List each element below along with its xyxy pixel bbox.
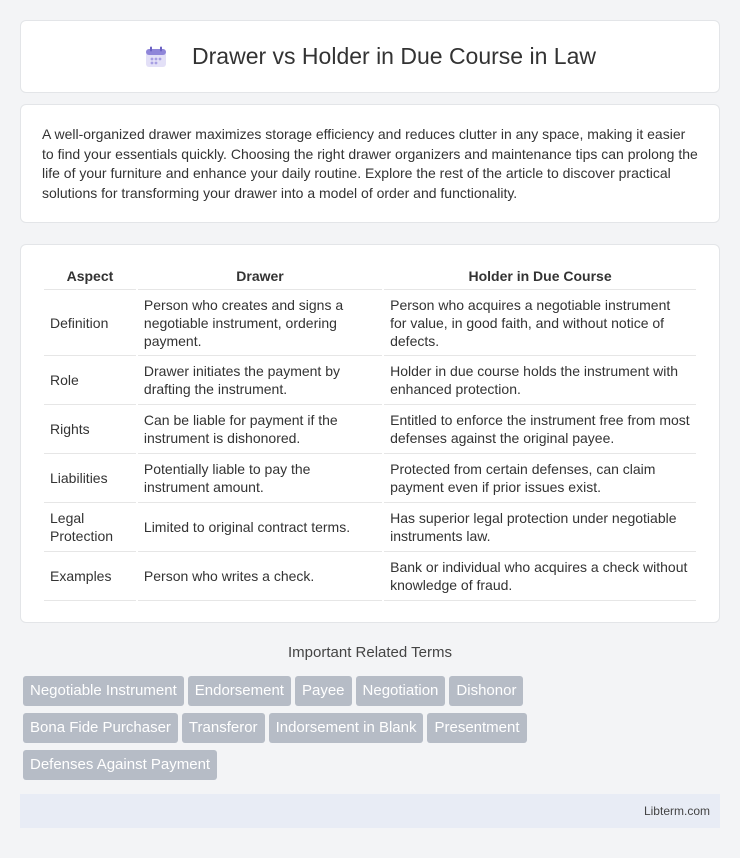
row-aspect: Rights xyxy=(44,405,136,454)
row-aspect: Role xyxy=(44,356,136,405)
tag-bona-fide-purchaser[interactable]: Bona Fide Purchaser xyxy=(23,713,178,743)
tag-payee[interactable]: Payee xyxy=(295,676,352,706)
tag-dishonor[interactable]: Dishonor xyxy=(449,676,523,706)
row-holder: Entitled to enforce the instrument free from most defenses against the original payee. xyxy=(384,405,696,454)
title-card xyxy=(20,20,720,93)
table-row xyxy=(44,405,696,454)
table-header-row xyxy=(44,265,696,290)
row-drawer: Person who creates and signs a negotiable instrument, ordering payment. xyxy=(138,290,382,356)
row-drawer: Potentially liable to pay the instrument amount. xyxy=(138,454,382,503)
row-aspect: Definition xyxy=(44,290,136,356)
row-holder: Person who acquires a negotiable instrument for value, in good faith, and without notice of defects. xyxy=(384,290,696,356)
header-holder: Holder in Due Course xyxy=(384,265,696,290)
tag-negotiation[interactable]: Negotiation xyxy=(356,676,446,706)
comparison-table xyxy=(42,265,698,601)
tag-defenses-against-payment[interactable]: Defenses Against Payment xyxy=(23,750,217,780)
row-drawer: Drawer initiates the payment by drafting the instrument. xyxy=(138,356,382,405)
header-drawer: Drawer xyxy=(138,265,382,290)
table-row xyxy=(44,356,696,405)
tag-indorsement-in-blank[interactable]: Indorsement in Blank xyxy=(269,713,424,743)
tag-transferor[interactable]: Transferor xyxy=(182,713,265,743)
related-terms-title: Important Related Terms xyxy=(288,644,452,661)
related-terms-list xyxy=(23,676,723,787)
table-row xyxy=(44,503,696,552)
row-drawer: Person who writes a check. xyxy=(138,552,382,601)
page-title: Drawer vs Holder in Due Course in Law xyxy=(192,43,596,69)
header-aspect: Aspect xyxy=(44,265,136,290)
footer-brand-link[interactable]: Libterm.com xyxy=(643,804,710,818)
row-aspect: Examples xyxy=(44,552,136,601)
row-holder: Holder in due course holds the instrument with enhanced protection. xyxy=(384,356,696,405)
row-holder: Has superior legal protection under negotiable instruments law. xyxy=(384,503,696,552)
calendar-icon xyxy=(144,45,168,69)
tag-endorsement[interactable]: Endorsement xyxy=(188,676,291,706)
row-holder: Bank or individual who acquires a check without knowledge of fraud. xyxy=(384,552,696,601)
row-drawer: Limited to original contract terms. xyxy=(138,503,382,552)
tag-presentment[interactable]: Presentment xyxy=(427,713,526,743)
intro-card xyxy=(20,104,720,223)
footer xyxy=(20,794,720,828)
table-row xyxy=(44,290,696,356)
table-row xyxy=(44,552,696,601)
comparison-card xyxy=(20,244,720,623)
tag-negotiable-instrument[interactable]: Negotiable Instrument xyxy=(23,676,184,706)
row-drawer: Can be liable for payment if the instrument is dishonored. xyxy=(138,405,382,454)
row-aspect: Liabilities xyxy=(44,454,136,503)
row-holder: Protected from certain defenses, can claim payment even if prior issues exist. xyxy=(384,454,696,503)
table-row xyxy=(44,454,696,503)
row-aspect: Legal Protection xyxy=(44,503,136,552)
intro-text: A well-organized drawer maximizes storage efficiency and reduces clutter in any space, making it easier to find your essentials quickly. Choosing the right drawer organizers and maintenance tips can prolong the life of your furniture and enhance your daily routine. Explore the rest of the article to discover practical solutions for transforming your drawer into a model of order and functionality. xyxy=(42,126,698,201)
